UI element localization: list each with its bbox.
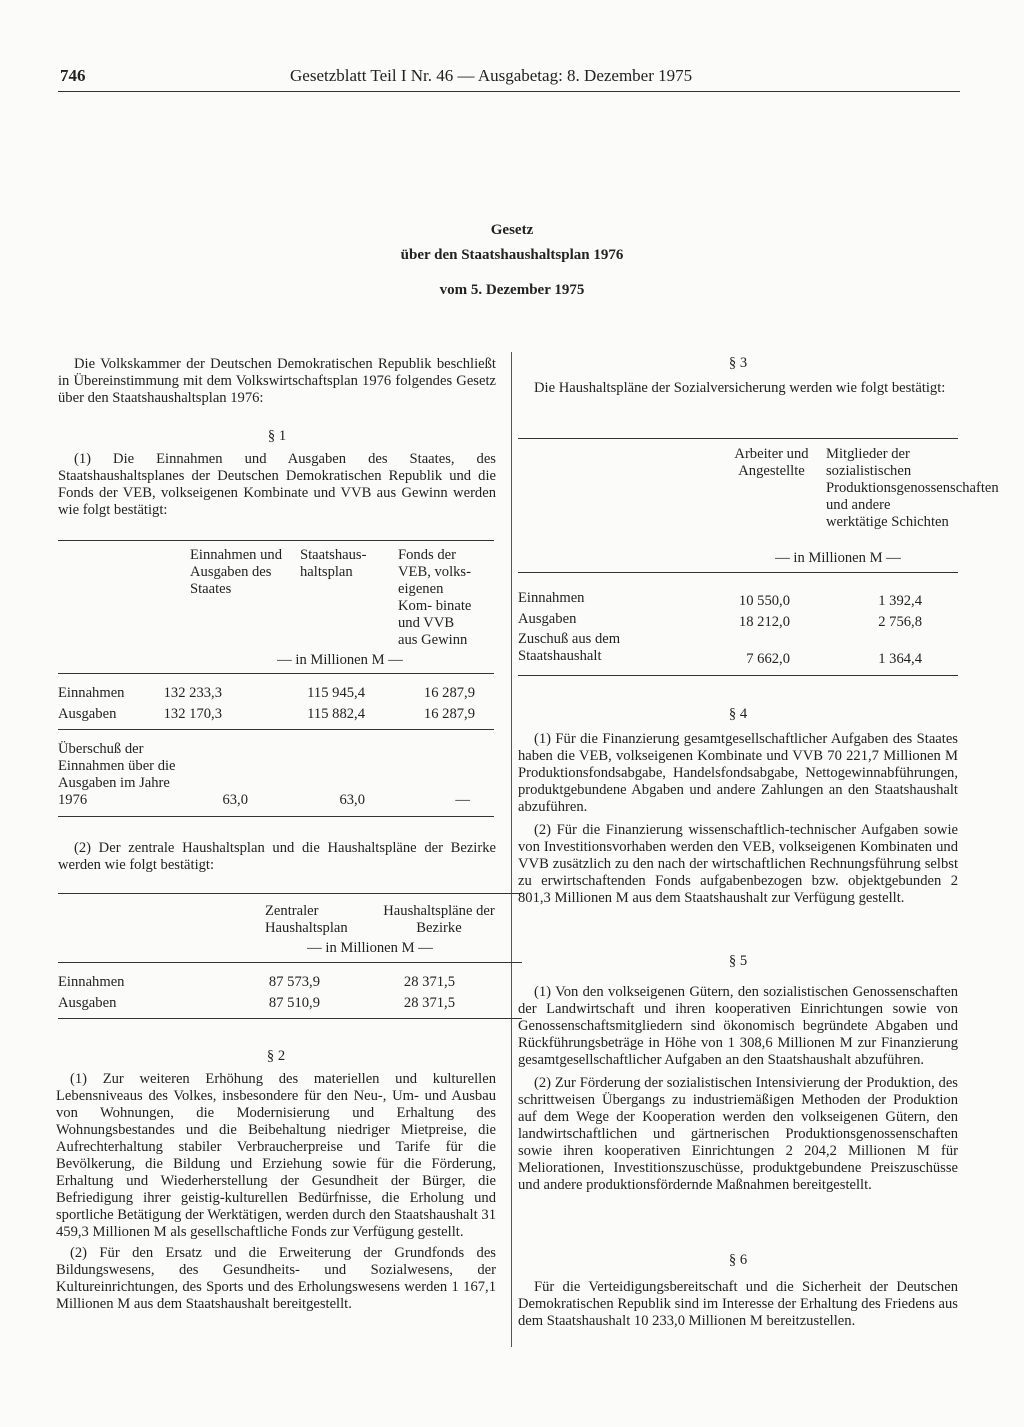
unit-label: — in Millionen M —: [775, 550, 901, 566]
table-cell: 132 170,3: [163, 706, 222, 722]
section-3-paragraph-1: Die Haushaltspläne der Sozialversicherung werden wie folgt bestätigt:: [534, 380, 946, 396]
column-header: Einnahmen und Ausgaben des Staates: [190, 547, 283, 597]
row-label: Einnahmen: [518, 590, 585, 606]
unit-label: — in Millionen M —: [277, 652, 403, 668]
law-title: Gesetz: [490, 222, 534, 238]
section-4-heading: § 4: [728, 706, 748, 722]
row-label: Ausgaben: [58, 706, 117, 722]
intro-paragraph: Die Volkskammer der Deutschen Demokratischen Republik beschließt in Übereinstimmung mit dem Volkswirtschaftsplan 1976 folgendes Gesetz über den Staatshaushaltsplan 1976:: [58, 356, 496, 406]
table-rule: [58, 1018, 522, 1019]
table-cell: 115 882,4: [307, 706, 365, 722]
table-cell: 1 392,4: [878, 593, 922, 609]
table-rule: [58, 540, 494, 541]
row-label: Einnahmen: [58, 685, 125, 701]
unit-label: — in Millionen M —: [307, 940, 433, 956]
section-2-paragraph-1: (1) Zur weiteren Erhöhung des materiellen und kulturellen Lebensniveaus des Volkes, insbesondere für den Neu-, Um- und Ausbau von Wohnungen, die Modernisierung und Erhaltung des Wohnungsbestandes und die Beibehaltung niedriger Mietpreise, die Aufrechterhaltung stabiler Verbraucherpreise und Tarife für die Bevölkerung, die Bildung und Erziehung sowie für die Förderung, Erhaltung und Wiederherstellung der Gesundheit der Bürger, die Befriedigung ihrer geistig-kulturellen Bedürfnisse, die Erholung und sportliche Betätigung der Werktätigen, werden durch den Staatshaushalt 31 459,3 Millionen M als gesellschaftliche Fonds zur Verfügung gestellt.: [56, 1071, 496, 1240]
section-5-paragraph-2: (2) Zur Förderung der sozialistischen Intensivierung der Produktion, des schrittweisen Übergangs zu industriemäßigen Methoden der Produktion auf dem Wege der Kooperation werden den volkseigenen Gütern, den landwirtschaftlichen und gärtnerischen Produktionsgenossenschaften sowie ihren kooperativen Einrichtungen 2 204,2 Millionen M für Meliorationen, Investitionszuschüsse, produktgebundene Preiszuschüsse und andere produktionsfördernde Maßnahmen bereitgestellt.: [518, 1075, 958, 1193]
section-4-paragraph-2: (2) Für die Finanzierung wissenschaftlich-technischer Aufgaben sowie von Investitionsvorhaben werden den VEB, volkseigenen Kombinaten und VVB zusätzlich zu den nach der wirtschaftlichen Rechnungsführung selbst zu erwirtschaftenden Fonds aufgabenbezogen bzw. objektgebunden 2 801,3 Millionen M aus dem Staatshaushalt zur Verfügung gestellt.: [518, 822, 958, 906]
column-header: Staatshaus- haltsplan: [300, 547, 367, 580]
table-cell: 2 756,8: [878, 614, 922, 630]
table-cell: 63,0: [222, 792, 248, 808]
column-header: Mitglieder der sozialistischen Produktionsgenossenschaften und andere werktätige Schichten: [826, 446, 999, 530]
table-cell: 28 371,5: [403, 974, 455, 990]
section-2-heading: § 2: [266, 1048, 286, 1064]
section-1-paragraph-1: (1) Die Einnahmen und Ausgaben des Staates, des Staatshaushaltsplanes der Deutschen Demokratischen Republik und die Fonds der VEB, volkseigenen Kombinate und VVB aus Gewinn werden wie folgt bestätigt:: [58, 451, 496, 518]
table-cell: 16 287,9: [423, 706, 475, 722]
table-cell: 87 510,9: [268, 995, 320, 1011]
column-divider: [511, 352, 512, 1347]
section-6-paragraph-1: Für die Verteidigungsbereitschaft und die Sicherheit der Deutschen Demokratischen Republik sind im Interesse der Erhaltung des Friedens aus dem Staatshaushalt 10 233,0 Millionen M bereitzustellen.: [518, 1279, 958, 1329]
section-6-heading: § 6: [728, 1252, 748, 1268]
table-rule: [58, 962, 522, 963]
table-rule: [58, 893, 522, 894]
table-cell: 63,0: [339, 792, 365, 808]
section-5-heading: § 5: [728, 953, 748, 969]
section-1-heading: § 1: [267, 428, 287, 444]
section-3: [518, 355, 958, 397]
column-header: Haushaltspläne der Bezirke: [383, 903, 495, 936]
section-5-paragraph-1: (1) Von den volkseigenen Gütern, den sozialistischen Genossenschaften der Landwirtschaft und ihren kooperativen Einrichtungen sowie von Genossenschaftsmitgliedern sind ökonomisch begründete Abgaben und Rückführungsbeträge in Höhe von 1 308,6 Millionen M zur Finanzierung gesamtgesellschaftlicher Aufgaben an den Staatshaushalt abzuführen.: [518, 984, 958, 1068]
table-cell: 28 371,5: [403, 995, 455, 1011]
section-1-paragraph-2: (2) Der zentrale Haushaltsplan und die Haushaltspläne der Bezirke werden wie folgt bestätigt:: [58, 840, 496, 873]
section-1: [58, 428, 496, 519]
section-4: [518, 706, 958, 907]
section-3-heading: § 3: [728, 355, 748, 371]
table-cell: 16 287,9: [423, 685, 475, 701]
table-cell: 1 364,4: [878, 651, 922, 667]
section-6: [518, 1252, 958, 1330]
table-cell: 18 212,0: [738, 614, 790, 630]
section-2: [56, 1048, 496, 1313]
law-subtitle: über den Staatshaushaltsplan 1976: [400, 247, 624, 263]
table-rule: [58, 729, 494, 730]
section-2-paragraph-2: (2) Für den Ersatz und die Erweiterung der Grundfonds des Bildungswesens, des Gesundheits- und Sozialwesens, der Kultureinrichtungen, des Sports und des Erholungswesens werden 1 167,1 Millionen M aus dem Staatshaushalt bereitgestellt.: [56, 1245, 496, 1312]
table-rule: [518, 572, 958, 573]
row-label: Überschuß der Einnahmen über die Ausgaben im Jahre 1976: [58, 741, 176, 808]
table-cell: 7 662,0: [746, 651, 790, 667]
table-cell: —: [455, 792, 470, 808]
column-header: Fonds der VEB, volks- eigenen Kom- binate und VVB aus Gewinn: [398, 547, 472, 648]
column-header: Zentraler Haushaltsplan: [265, 903, 348, 936]
section-5: [518, 953, 958, 1194]
running-head: Gesetzblatt Teil I Nr. 46 — Ausgabetag: 8. Dezember 1975: [290, 66, 693, 85]
column-header: Arbeiter und Angestellte: [734, 446, 809, 479]
table-cell: 87 573,9: [268, 974, 320, 990]
page-number: 746: [60, 66, 86, 85]
table-rule: [58, 816, 494, 817]
row-label: Ausgaben: [518, 611, 577, 627]
row-label: Ausgaben: [58, 995, 117, 1011]
table-cell: 132 233,3: [163, 685, 222, 701]
law-date: vom 5. Dezember 1975: [439, 282, 585, 298]
table-rule: [518, 675, 958, 676]
table-rule: [518, 438, 958, 439]
section-4-paragraph-1: (1) Für die Finanzierung gesamtgesellschaftlicher Aufgaben des Staates haben die VEB, volkseigenen Kombinate und VVB 70 221,7 Millionen M Produktionsfondsabgabe, Handelsfondsabgabe, Nettogewinnabführungen, produktgebundene Abgaben und andere Zahlungen an den Staatshaushalt abzuführen.: [518, 731, 958, 815]
row-label: Einnahmen: [58, 974, 125, 990]
header-rule: [58, 91, 960, 92]
table-rule: [58, 673, 494, 674]
row-label: Zuschuß aus dem Staatshaushalt: [518, 631, 621, 664]
table-cell: 115 945,4: [307, 685, 365, 701]
table-cell: 10 550,0: [738, 593, 790, 609]
